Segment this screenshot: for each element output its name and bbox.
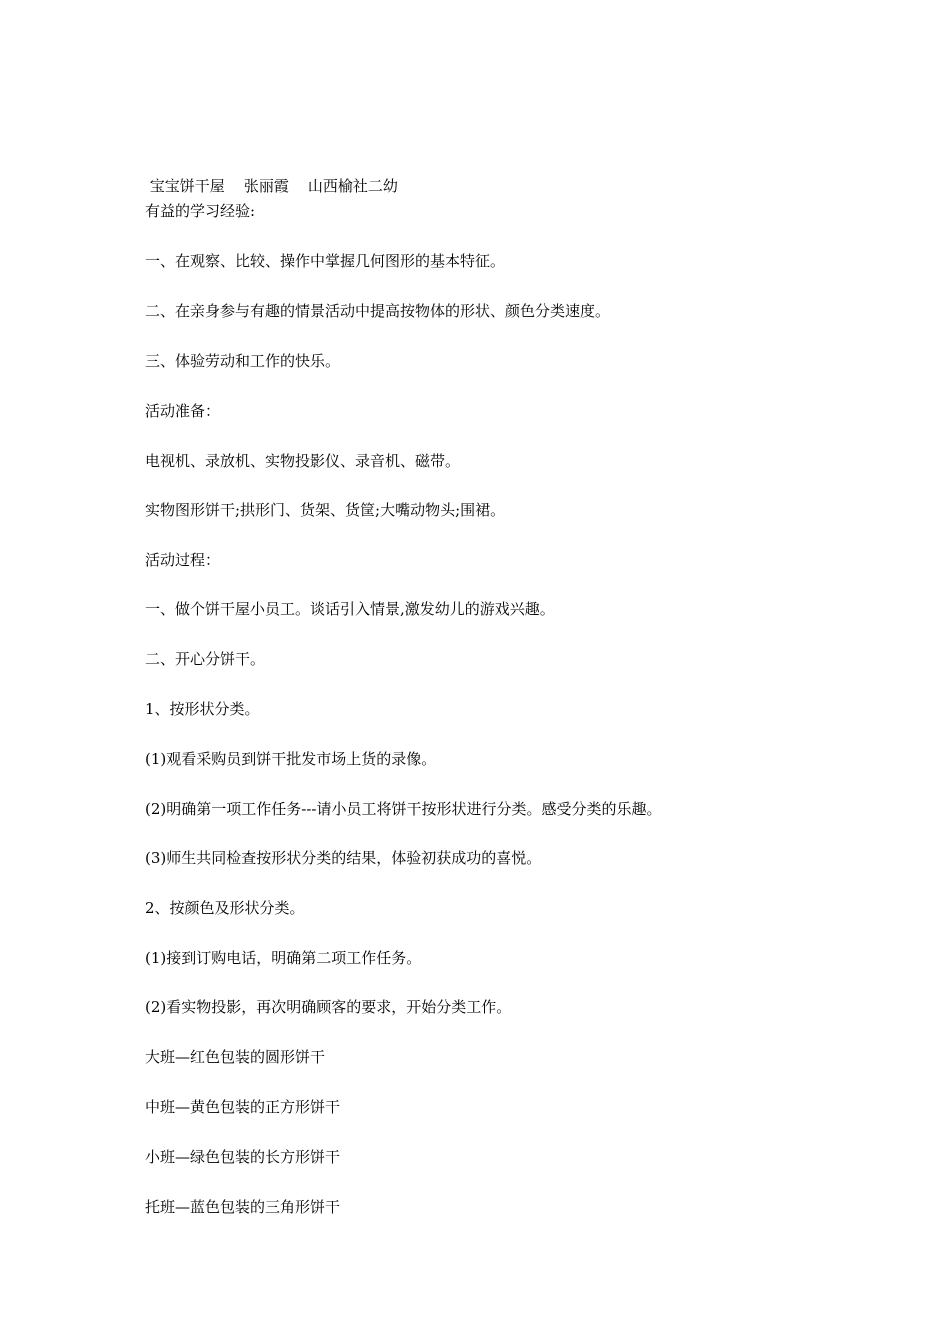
section-heading-preparation: 活动准备：: [145, 402, 221, 420]
section-heading-learning: 有益的学习经验:: [145, 202, 256, 220]
paragraph: 小班—绿色包装的长方形饼干: [145, 1148, 341, 1166]
paragraph: (2)看实物投影，再次明确顾客的要求，开始分类工作。: [145, 998, 512, 1016]
document-title-line: 宝宝饼干屋 张丽霞 山西榆社二幼: [145, 177, 398, 195]
paragraph: 托班—蓝色包装的三角形饼干: [145, 1198, 341, 1216]
paragraph: 2、按颜色及形状分类。: [145, 899, 305, 917]
paragraph: 三、体验劳动和工作的快乐。: [145, 352, 341, 370]
paragraph: 实物图形饼干;拱形门、货架、货筐;大嘴动物头;围裙。: [145, 501, 506, 519]
paragraph: 一、做个饼干屋小员工。谈话引入情景,激发幼儿的游戏兴趣。: [145, 600, 555, 618]
paragraph: (1)观看采购员到饼干批发市场上货的录像。: [145, 750, 437, 768]
section-heading-process: 活动过程：: [145, 551, 221, 569]
paragraph: 二、开心分饼干。: [145, 650, 266, 668]
paragraph: 二、在亲身参与有趣的情景活动中提高按物体的形状、颜色分类速度。: [145, 302, 611, 320]
paragraph: 电视机、录放机、实物投影仪、录音机、磁带。: [145, 452, 461, 470]
paragraph: (3)师生共同检查按形状分类的结果，体验初获成功的喜悦。: [145, 849, 542, 867]
paragraph: (1)接到订购电话，明确第二项工作任务。: [145, 949, 422, 967]
paragraph: 1、按形状分类。: [145, 700, 260, 718]
paragraph: 中班—黄色包装的正方形饼干: [145, 1098, 341, 1116]
paragraph: 一、在观察、比较、操作中掌握几何图形的基本特征。: [145, 252, 506, 270]
paragraph: (2)明确第一项工作任务---请小员工将饼干按形状进行分类。感受分类的乐趣。: [145, 800, 662, 818]
paragraph: 大班—红色包装的圆形饼干: [145, 1048, 326, 1066]
